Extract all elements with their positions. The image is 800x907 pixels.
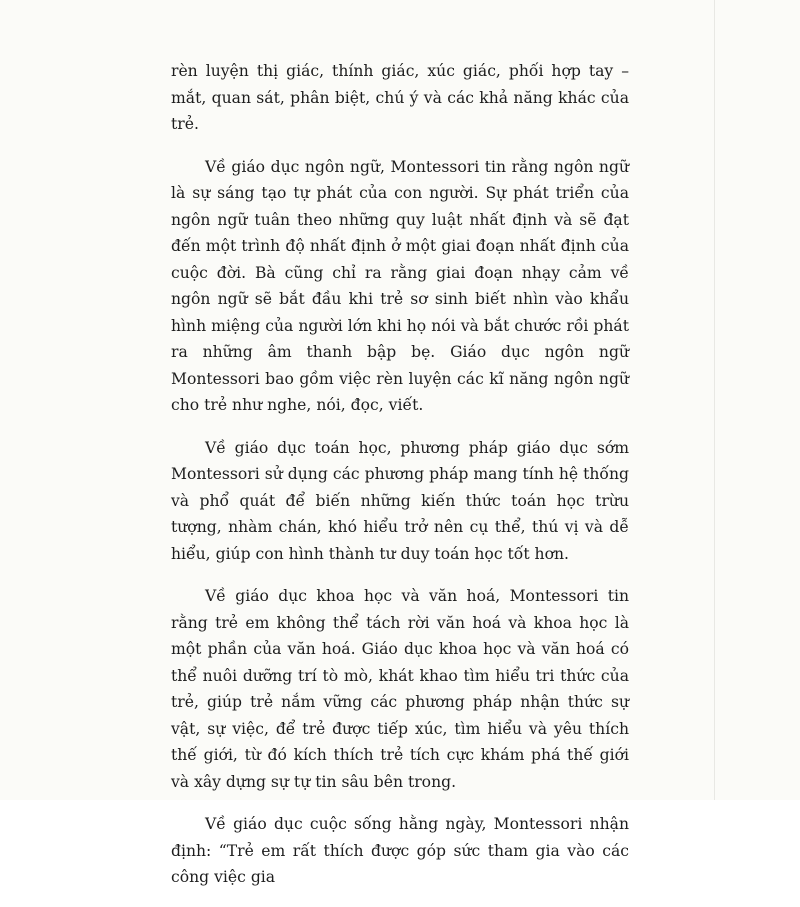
paragraph-continuation: rèn luyện thị giác, thính giác, xúc giác, phối hợp tay – mắt, quan sát, phân biệt, chú ý và các khả năng khác của trẻ.	[171, 62, 629, 133]
paragraph-math-education: Về giáo dục toán học, phương pháp giáo dục sớm Montessori sử dụng các phương pháp mang tính hệ thống và phổ quát để biến những kiến thức toán học trừu tượng, nhàm chán, khó hiểu trở nên cụ thể, thú vị và dễ hiểu, giúp con hình thành tư duy toán học tốt hơn.	[171, 438, 629, 563]
paragraph-daily-life-education: Về giáo dục cuộc sống hằng ngày, Montessori nhận định: “Trẻ em rất thích được góp sức tham gia vào các công việc gia	[171, 815, 629, 886]
paragraph-science-culture-education: Về giáo dục khoa học và văn hoá, Montessori tin rằng trẻ em không thể tách rời văn hoá và khoa học là một phần của văn hoá. Giáo dục khoa học và văn hoá có thể nuôi dưỡng trí tò mò, khát khao tìm hiểu tri thức của trẻ, giúp trẻ nắm vững các phương pháp nhận thức sự vật, sự việc, để trẻ được tiếp xúc, tìm hiểu và yêu thích thế giới, từ đó kích thích trẻ tích cực khám phá thế giới và xây dựng sự tự tin sâu bên trong.	[171, 587, 629, 791]
page-edge-line	[714, 0, 715, 800]
body-text	[171, 58, 629, 907]
paragraph-language-education: Về giáo dục ngôn ngữ, Montessori tin rằng ngôn ngữ là sự sáng tạo tự phát của con người. Sự phát triển của ngôn ngữ tuân theo những quy luật nhất định và sẽ đạt đến một trình độ nhất định ở một giai đoạn nhất định của cuộc đời. Bà cũng chỉ ra rằng giai đoạn nhạy cảm về ngôn ngữ sẽ bắt đầu khi trẻ sơ sinh biết nhìn vào khẩu hình miệng của người lớn khi họ nói và bắt chước rồi phát ra những âm thanh bập bẹ. Giáo dục ngôn ngữ Montessori bao gồm việc rèn luyện các kĩ năng ngôn ngữ cho trẻ như nghe, nói, đọc, viết.	[171, 157, 629, 414]
